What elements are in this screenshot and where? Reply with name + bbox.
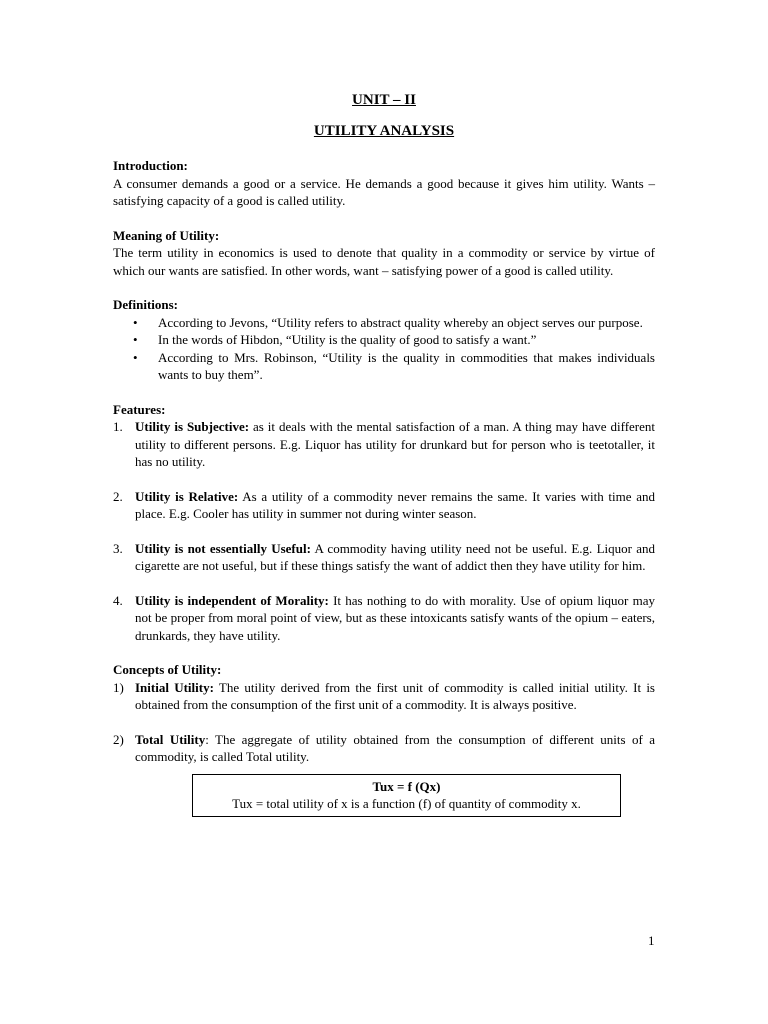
introduction-heading: Introduction: [113,158,188,173]
item-number: 2) [113,731,124,747]
formula-explanation: Tux = total utility of x is a function (f) of quantity of commodity x. [232,796,581,811]
page-content [113,92,655,817]
item-number: 3. [113,540,123,556]
item-text: : The aggregate of utility obtained from the consumption of different units of a commodity, is called Total utility. [135,731,655,764]
page-title: UTILITY ANALYSIS [313,122,455,139]
list-item [113,731,655,766]
formula-equation: Tux = f (Qx) [372,778,441,794]
item-text: A commodity having utility need not be useful. E.g. Liquor and cigarette are not useful, but if these things satisfy the want of addict then they have utility for him. [135,540,655,573]
list-item [113,679,655,714]
definitions-list [113,314,655,384]
list-item [113,331,655,349]
definition-text: According to Jevons, “Utility refers to abstract quality whereby an object serves our purpose. [158,314,643,330]
bullet-icon: • [133,349,138,365]
item-number: 2. [113,488,123,504]
bullet-icon: • [133,332,138,347]
bullet-icon: • [133,314,138,330]
introduction-text: A consumer demands a good or a service. He demands a good because it gives him utility. Wants – satisfying capacity of a good is called utility. [113,175,655,208]
item-text: The utility derived from the first unit of commodity is called initial utility. It is obtained from the consumption of the first unit of a commodity. It is always positive. [135,679,655,712]
concepts-section [113,661,655,766]
item-number: 1. [113,419,123,434]
item-lead: Utility is Relative: [135,488,239,504]
item-lead: Utility is not essentially Useful: [135,540,311,556]
features-list [113,418,655,644]
item-text: As a utility of a commodity never remains the same. It varies with time and place. E.g. Cooler has utility in summer not during winter season. [135,488,655,521]
definition-text: According to Mrs. Robinson, “Utility is the quality in commodities that makes individuals wants to buy them”. [158,349,655,382]
concepts-list [113,679,655,766]
definition-text: In the words of Hibdon, “Utility is the quality of good to satisfy a want.” [158,332,537,347]
introduction-section [113,157,655,210]
list-item [113,349,655,384]
concepts-heading: Concepts of Utility: [113,662,222,677]
definitions-heading: Definitions: [113,297,178,312]
features-section [113,401,655,645]
meaning-heading: Meaning of Utility: [113,227,220,243]
item-lead: Initial Utility: [135,679,214,695]
item-lead: Utility is Subjective: [135,419,250,434]
list-item [113,540,655,575]
list-item [113,592,655,645]
formula-box [192,774,621,817]
meaning-section [113,227,655,280]
item-text: It has nothing to do with morality. Use of opium liquor may not be proper from moral point of view, but as these intoxicants satisfy wants of the opium – eaters, drunkards, they have utility. [135,592,655,643]
meaning-text: The term utility in economics is used to denote that quality in a commodity or service by virtue of which our wants are satisfied. In other words, want – satisfying power of a good is called utility. [113,245,655,278]
list-item [113,418,655,471]
item-text: as it deals with the mental satisfaction of a man. A thing may have different utility to different persons. E.g. Liquor has utility for drunkard but for person who is teetotaller, it has no utility. [135,419,656,469]
item-number: 4. [113,592,123,608]
list-item [113,314,655,332]
list-item [113,488,655,523]
unit-heading: UNIT – II [352,92,416,108]
item-lead: Utility is independent of Morality: [135,592,329,608]
features-heading: Features: [113,401,166,417]
item-lead: Total Utility [135,731,206,747]
definitions-section [113,296,655,384]
item-number: 1) [113,679,124,695]
page-number: 1 [648,933,655,948]
